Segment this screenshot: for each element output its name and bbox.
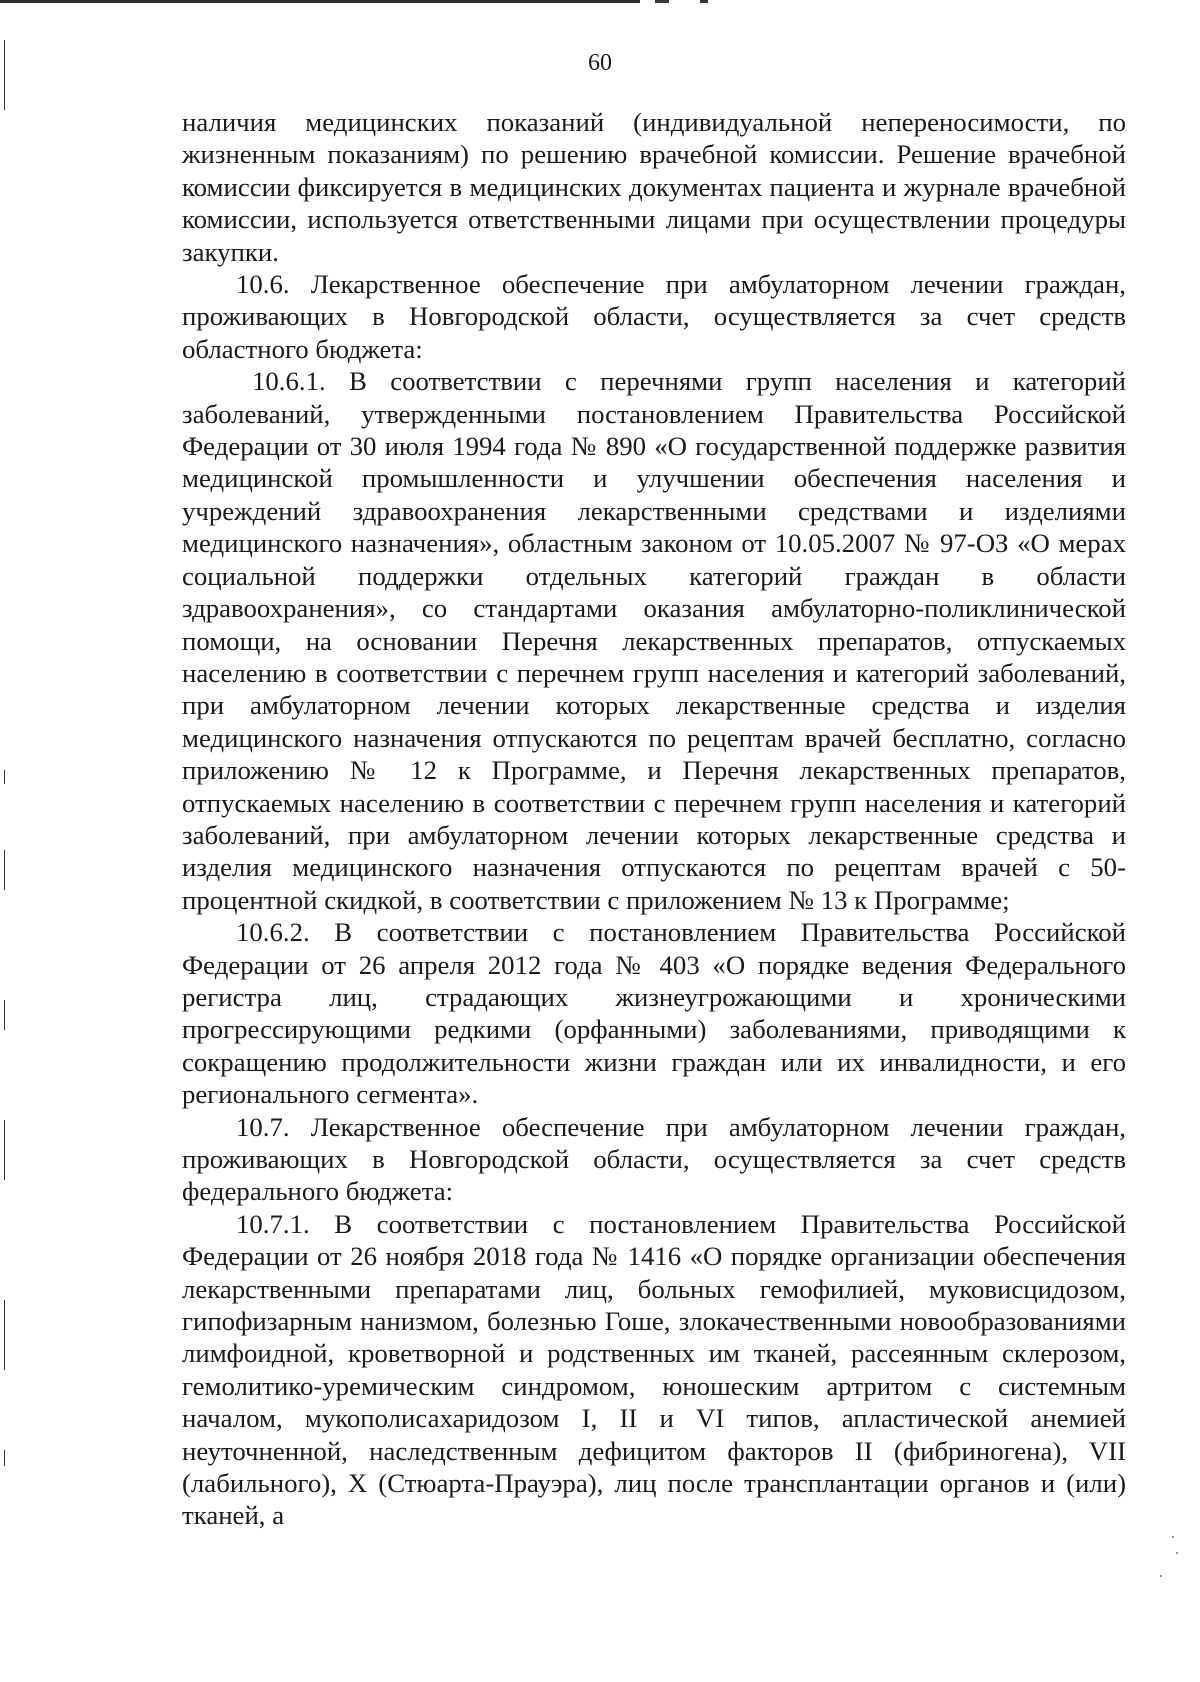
paragraph-10-6-1: 10.6.1. В соответствии с перечнями групп населения и категорий заболеваний, утвержденными постановлением Правительства Российской Федерации от 30 июля 1994 года № 890 «О государственной поддержке развития медицинской промышленности и улучшении обеспечения населения и учреждений здравоохранения лекарственными средствами и изделиями медицинского назначения», областным законом от 10.05.2007 № 97-ОЗ «О мерах социальной поддержки отдельных категорий граждан в области здравоохранения», со стандартами оказания амбулаторно-поликлинической помощи, на основании Перечня лекарственных препаратов, отпускаемых населению в соответствии с перечнем групп населения и категорий заболеваний, при амбулаторном лечении которых лекарственные средства и изделия медицинского назначения отпускаются по рецептам врачей бесплатно, согласно приложению № 12 к Программе, и Перечня лекарственных препаратов, отпускаемых населению в соответствии с перечнем групп населения и категорий заболеваний, при амбулаторном лечении которых лекарственные средства и изделия медицинского назначения отпускаются по рецептам врачей с 50-процентной скидкой, в соответствии с приложением № 13 к Программе; (182, 366, 1126, 915)
scan-edge-line (0, 0, 640, 3)
scan-speck (1160, 1575, 1162, 1577)
paragraph-continuation: наличия медицинских показаний (индивидуальной непереносимости, по жизненным показаниям) по решению врачебной комиссии. Решение врачебной комиссии фиксируется в медицинских документах пациента и журнале врачебной комиссии, используется ответственными лицами при осуществлении процедуры закупки. (182, 107, 1126, 267)
scan-speck (1172, 1536, 1174, 1538)
scan-left-edge (4, 1000, 5, 1030)
scan-speck (1176, 1552, 1178, 1554)
scan-left-edge (4, 850, 5, 890)
document-body (182, 106, 1126, 1532)
paragraph-10-7-1: 10.7.1. В соответствии с постановлением Правительства Российской Федерации от 26 ноября 2018 года № 1416 «О порядке организации обеспечения лекарственными препаратами лиц, больных гемофилией, муковисцидозом, гипофизарным нанизмом, болезнью Гоше, злокачественными новообразованиями лимфоидной, кроветворной и родственных им тканей, рассеянным склерозом, гемолитико-уремическим синдромом, юношеским артритом с системным началом, мукополисахаридозом I, II и VI типов, апластической анемией неуточненной, наследственным дефицитом факторов II (фибриногена), VII (лабильного), X (Стюарта-Прауэра), лиц после трансплантации органов и (или) тканей, а (182, 1208, 1126, 1531)
paragraph-10-6-2: 10.6.2. В соответствии с постановлением Правительства Российской Федерации от 26 апреля 2012 года № 403 «О порядке ведения Федерального регистра лиц, страдающих жизнеугрожающими и хроническими прогрессирующими редкими (орфанными) заболеваниями, приводящими к сокращению продолжительности жизни граждан или их инвалидности, и его регионального сегмента». (182, 917, 1126, 1110)
scan-left-edge (4, 1120, 5, 1180)
scan-left-edge (4, 1300, 5, 1370)
scan-left-edge (4, 770, 5, 784)
scan-edge-mark (700, 0, 708, 3)
scan-edge-mark (655, 0, 669, 3)
scan-left-edge (4, 1450, 5, 1466)
page-number: 60 (588, 50, 612, 76)
paragraph-10-6: 10.6. Лекарственное обеспечение при амбулаторном лечении граждан, проживающих в Новгородской области, осуществляется за счет средств областного бюджета: (182, 269, 1126, 364)
paragraph-10-7: 10.7. Лекарственное обеспечение при амбулаторном лечении граждан, проживающих в Новгородской области, осуществляется за счет средств федерального бюджета: (182, 1111, 1126, 1207)
